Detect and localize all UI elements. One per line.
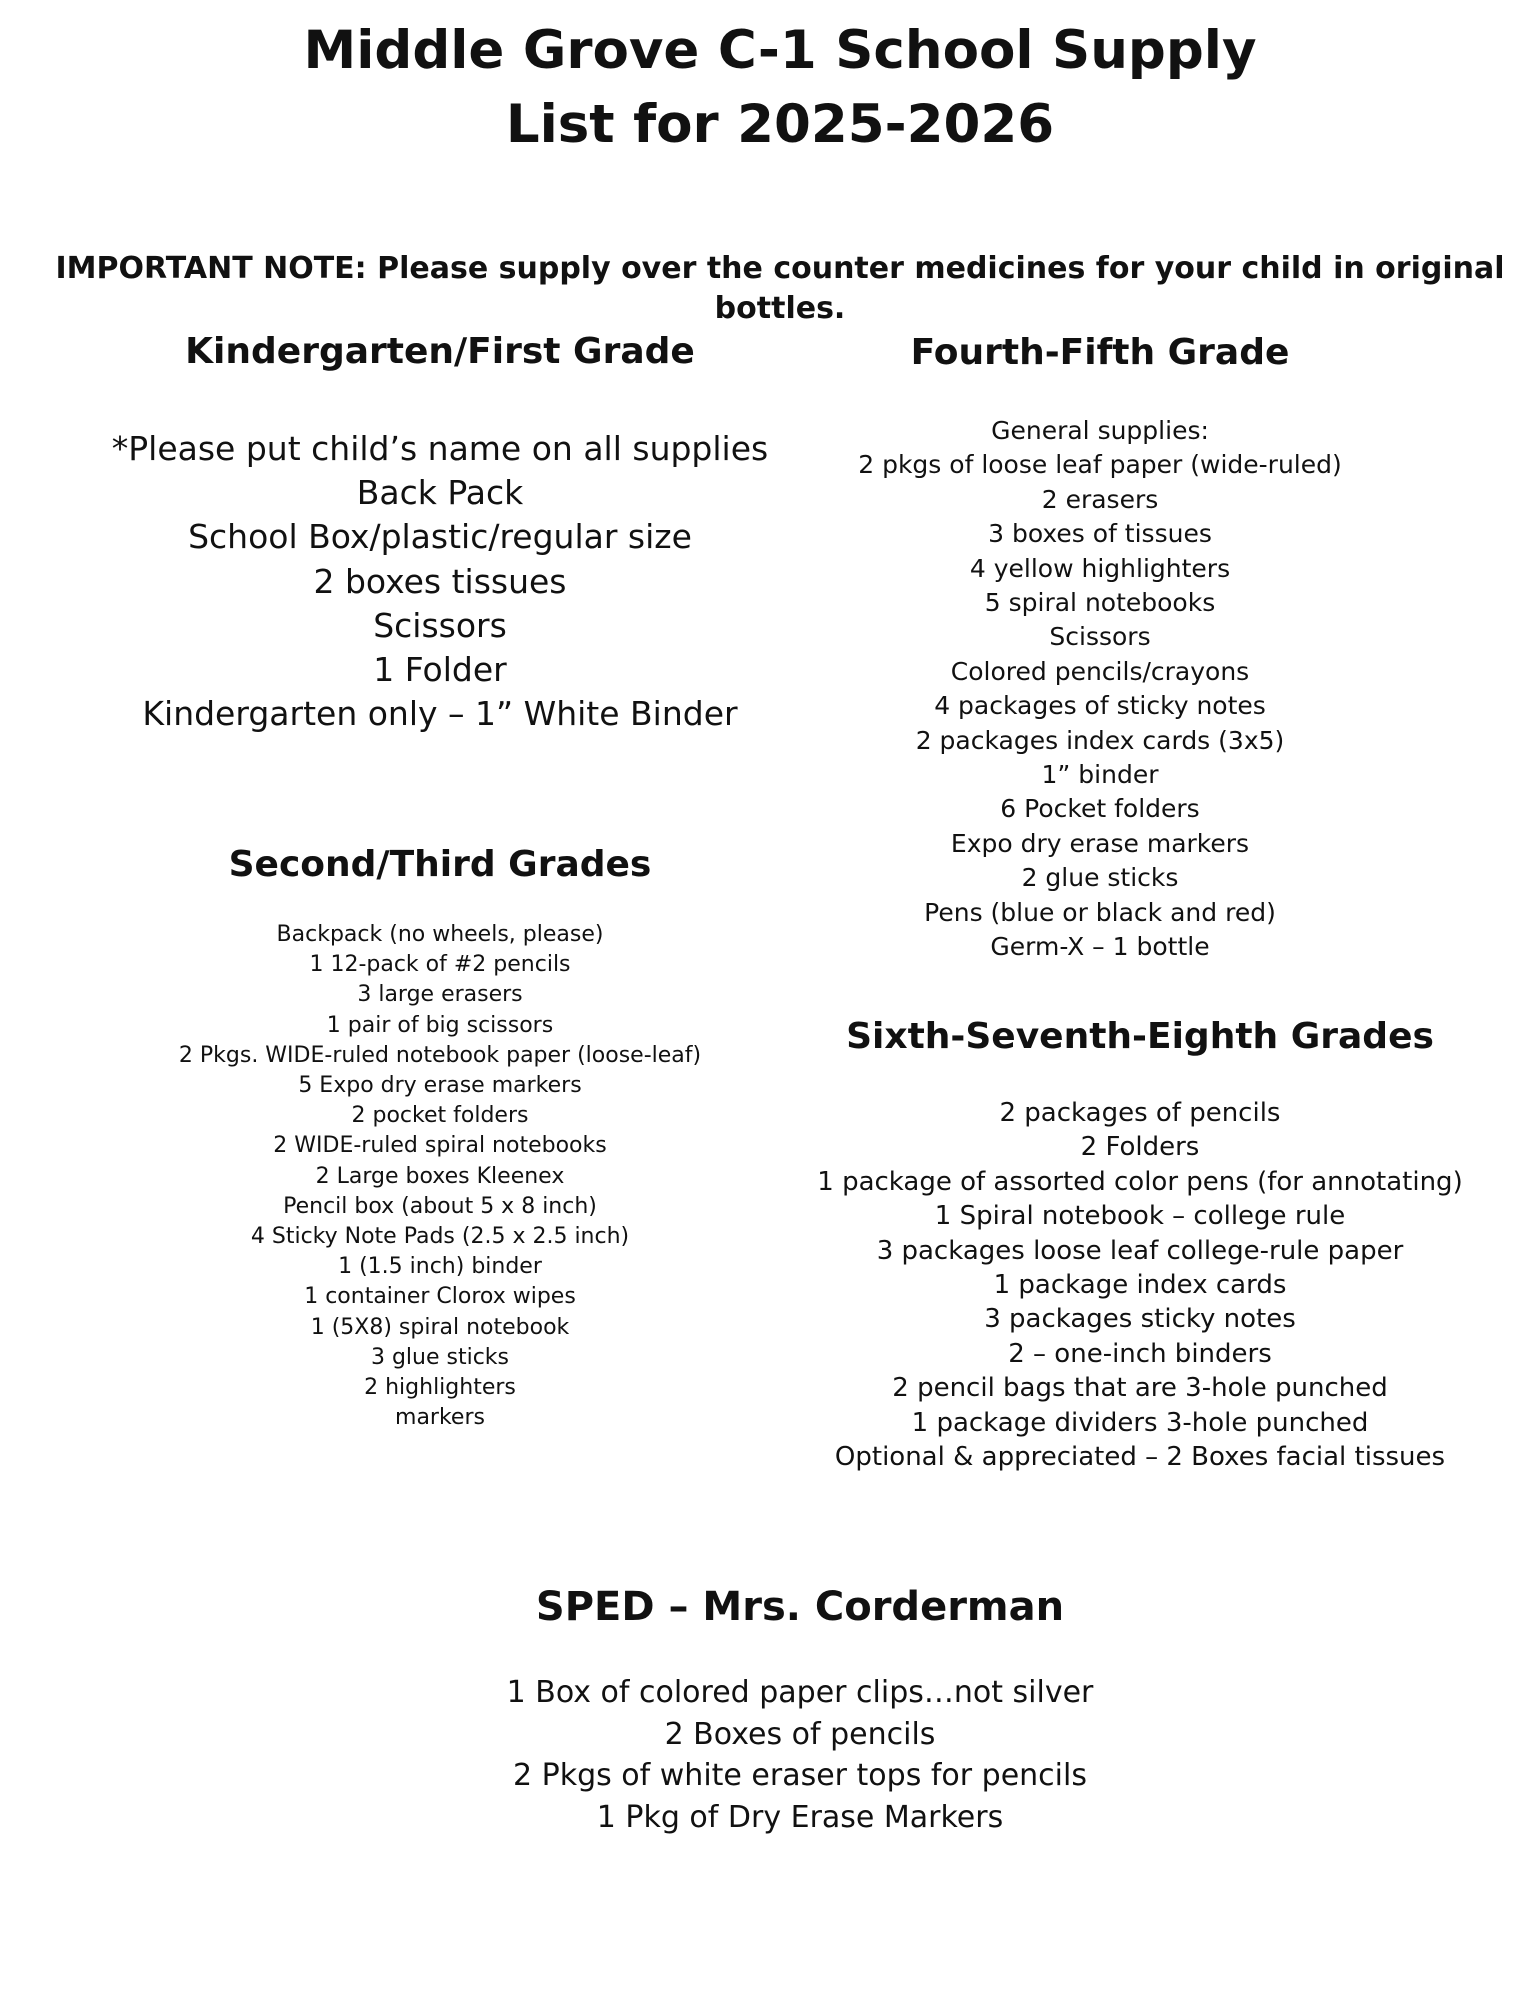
list-item: 5 Expo dry erase markers (298, 1073, 582, 1099)
list-item: 1 package index cards (993, 1270, 1287, 1301)
second-third-list (60, 920, 820, 1433)
list-item: 2 Pkgs of white eraser tops for pencils (513, 1758, 1087, 1794)
list-item: Pens (blue or black and red) (924, 897, 1276, 927)
list-item: 1 container Clorox wipes (304, 1284, 576, 1310)
second-third-heading: Second/Third Grades (228, 844, 652, 885)
list-item: Backpack (no wheels, please) (276, 922, 604, 947)
sixth-eighth-list (760, 1096, 1520, 1474)
list-item: 1 (1.5 inch) binder (338, 1254, 542, 1280)
list-item: 2 boxes tissues (313, 561, 567, 601)
list-item: *Please put child’s name on all supplies (111, 429, 769, 468)
fourth-fifth-heading: Fourth-Fifth Grade (910, 332, 1290, 373)
list-item: 1 package of assorted color pens (for annotating) (817, 1166, 1463, 1197)
list-item: 1 Folder (373, 650, 507, 690)
list-item: 2 erasers (1041, 484, 1159, 514)
list-item: 4 Sticky Note Pads (2.5 x 2.5 inch) (250, 1224, 630, 1250)
list-item: 1 Spiral notebook – college rule (934, 1201, 1346, 1232)
kindergarten-first-list (60, 427, 820, 736)
title-line-2: List for 2025-2026 (505, 94, 1055, 155)
page-title (0, 14, 1524, 162)
sped-list (0, 1672, 1524, 1839)
list-item: markers (395, 1405, 485, 1431)
list-item: 2 glue sticks (1021, 863, 1179, 893)
list-item: Pencil box (about 5 x 8 inch) (283, 1193, 597, 1219)
title-line-1: Middle Grove C-1 School Supply (303, 20, 1257, 81)
list-item: 3 packages sticky notes (984, 1304, 1296, 1335)
list-item: 1” binder (1041, 760, 1159, 790)
list-item: Kindergarten only – 1” White Binder (142, 694, 738, 734)
list-item: 2 Boxes of pencils (664, 1716, 936, 1752)
list-item: 2 pkgs of loose leaf paper (wide-ruled) (858, 450, 1342, 480)
list-item: 1 (5X8) spiral notebook (310, 1314, 570, 1340)
list-item: 2 pencil bags that are 3-hole punched (892, 1373, 1388, 1404)
list-item: 1 package dividers 3-hole punched (911, 1407, 1369, 1438)
list-item: 2 – one-inch binders (1008, 1338, 1272, 1369)
list-item: 1 pair of big scissors (326, 1012, 554, 1038)
list-item: 3 glue sticks (370, 1344, 510, 1370)
fourth-fifth-list (760, 414, 1440, 965)
list-item: 6 Pocket folders (1000, 794, 1200, 824)
list-item: General supplies: (991, 416, 1209, 445)
list-item: 4 yellow highlighters (969, 553, 1231, 583)
list-item: 2 Folders (1080, 1132, 1200, 1163)
list-item: 2 packages of pencils (999, 1098, 1281, 1128)
list-item: Optional & appreciated – 2 Boxes facial tissues (834, 1442, 1446, 1473)
list-item: 1 12-pack of #2 pencils (309, 952, 571, 978)
list-item: 2 Pkgs. WIDE-ruled notebook paper (loose-leaf) (178, 1042, 702, 1068)
list-item: Back Pack (356, 473, 524, 513)
list-item: Scissors (373, 605, 507, 645)
list-item: School Box/plastic/regular size (188, 517, 692, 557)
list-item: Colored pencils/crayons (950, 656, 1250, 686)
list-item: Expo dry erase markers (950, 828, 1250, 858)
list-item: 2 Large boxes Kleenex (315, 1163, 565, 1189)
list-item: 3 packages loose leaf college-rule paper (876, 1235, 1404, 1266)
list-item: 2 pocket folders (351, 1103, 529, 1129)
list-item: 2 WIDE-ruled spiral notebooks (273, 1133, 607, 1159)
kindergarten-first-heading: Kindergarten/First Grade (185, 331, 695, 372)
list-item: Germ-X – 1 bottle (990, 932, 1210, 962)
list-item: 3 large erasers (357, 982, 523, 1008)
list-item: 3 boxes of tissues (988, 519, 1212, 549)
list-item: 5 spiral notebooks (984, 588, 1216, 618)
sixth-eighth-heading: Sixth-Seventh-Eighth Grades (846, 1016, 1434, 1057)
list-item: 1 Pkg of Dry Erase Markers (596, 1800, 1004, 1836)
list-item: 2 highlighters (364, 1375, 516, 1401)
list-item: Scissors (1049, 622, 1151, 652)
list-item: 2 packages index cards (3x5) (915, 725, 1285, 755)
list-item: 4 packages of sticky notes (934, 691, 1266, 721)
important-note: IMPORTANT NOTE: Please supply over the counter medicines for your child in original bottles. (55, 251, 1505, 326)
sped-heading: SPED – Mrs. Corderman (535, 1584, 1065, 1630)
list-item: 1 Box of colored paper clips…not silver (506, 1675, 1094, 1710)
